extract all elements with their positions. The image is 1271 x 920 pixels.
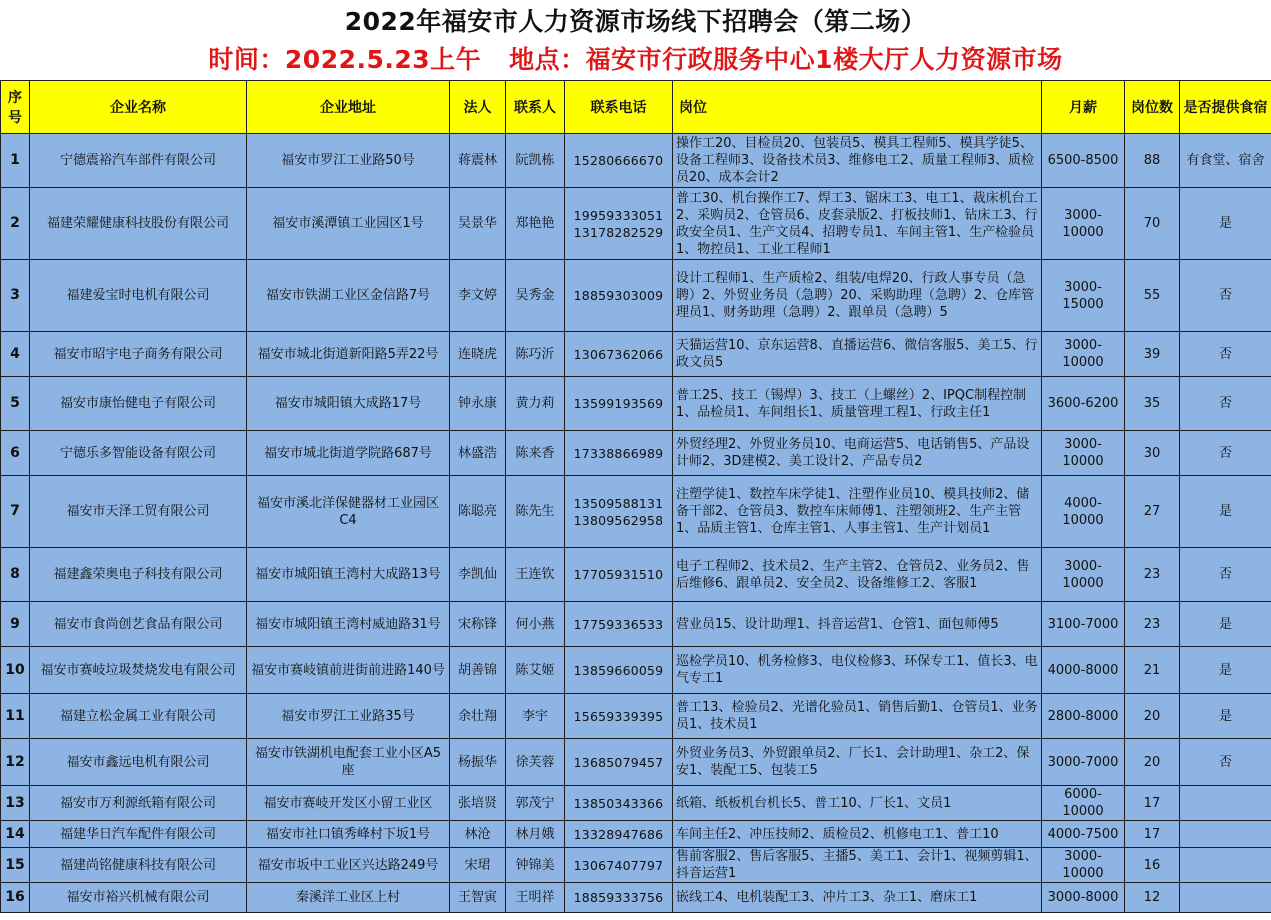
row-phone: 17705931510	[565, 548, 673, 602]
row-seq: 10	[1, 647, 30, 694]
row-count: 35	[1125, 377, 1180, 431]
row-count: 17	[1125, 821, 1180, 848]
row-company: 福安市万利源纸箱有限公司	[30, 786, 247, 821]
row-seq: 7	[1, 476, 30, 548]
row-positions: 车间主任2、冲压技师2、质检员2、机修电工1、普工10	[673, 821, 1042, 848]
header-company: 企业名称	[30, 81, 247, 134]
row-address: 福安市城阳镇王湾村威迪路31号	[247, 602, 450, 647]
row-contact: 钟锦美	[506, 848, 565, 883]
row-legal: 钟永康	[450, 377, 506, 431]
row-legal: 吴景华	[450, 188, 506, 260]
table-row	[1, 786, 1271, 821]
row-seq: 16	[1, 883, 30, 913]
row-phone: 13067407797	[565, 848, 673, 883]
row-board	[1180, 848, 1271, 883]
row-address: 福安市铁湖工业区金信路7号	[247, 260, 450, 332]
row-salary: 6500-8500	[1042, 134, 1125, 188]
row-contact: 李宇	[506, 694, 565, 739]
table-row	[1, 694, 1271, 739]
table-row	[1, 134, 1271, 188]
row-seq: 4	[1, 332, 30, 377]
row-positions: 普工13、检验员2、光谱化验员1、销售后勤1、仓管员1、业务员1、技术员1	[673, 694, 1042, 739]
row-contact: 陈先生	[506, 476, 565, 548]
row-board: 是	[1180, 647, 1271, 694]
row-board	[1180, 883, 1271, 913]
row-phone: 13509588131 13809562958	[565, 476, 673, 548]
header-count: 岗位数	[1125, 81, 1180, 134]
row-seq: 8	[1, 548, 30, 602]
table-row	[1, 188, 1271, 260]
row-phone: 13599193569	[565, 377, 673, 431]
row-contact: 吴秀金	[506, 260, 565, 332]
row-company: 福建爱宝时电机有限公司	[30, 260, 247, 332]
row-company: 福建华日汽车配件有限公司	[30, 821, 247, 848]
row-seq: 11	[1, 694, 30, 739]
row-count: 20	[1125, 694, 1180, 739]
row-contact: 郑艳艳	[506, 188, 565, 260]
row-salary: 3000-10000	[1042, 332, 1125, 377]
row-phone: 13859660059	[565, 647, 673, 694]
row-board	[1180, 786, 1271, 821]
row-contact: 林月娥	[506, 821, 565, 848]
row-salary: 3000-7000	[1042, 739, 1125, 786]
row-seq: 14	[1, 821, 30, 848]
row-legal: 林沧	[450, 821, 506, 848]
row-address: 福安市坂中工业区兴达路249号	[247, 848, 450, 883]
row-phone: 13328947686	[565, 821, 673, 848]
row-count: 30	[1125, 431, 1180, 476]
row-count: 17	[1125, 786, 1180, 821]
table-row	[1, 260, 1271, 332]
row-contact: 王明祥	[506, 883, 565, 913]
row-count: 55	[1125, 260, 1180, 332]
row-count: 70	[1125, 188, 1180, 260]
row-address: 福安市溪北洋保健器材工业园区C4	[247, 476, 450, 548]
row-board: 是	[1180, 694, 1271, 739]
row-phone: 15659339395	[565, 694, 673, 739]
row-contact: 黄力莉	[506, 377, 565, 431]
row-seq: 9	[1, 602, 30, 647]
row-board: 否	[1180, 260, 1271, 332]
row-contact: 陈艾姬	[506, 647, 565, 694]
row-contact: 陈巧沂	[506, 332, 565, 377]
row-address: 福安市城北街道学院路687号	[247, 431, 450, 476]
row-legal: 林盛浩	[450, 431, 506, 476]
row-company: 福建鑫荣奥电子科技有限公司	[30, 548, 247, 602]
page-title: 2022年福安市人力资源市场线下招聘会（第二场）	[344, 7, 927, 36]
row-legal: 杨振华	[450, 739, 506, 786]
table-row	[1, 739, 1271, 786]
row-board: 有食堂、宿舍	[1180, 134, 1271, 188]
row-company: 福安市昭宇电子商务有限公司	[30, 332, 247, 377]
row-legal: 王智寅	[450, 883, 506, 913]
row-salary: 4000-8000	[1042, 647, 1125, 694]
row-positions: 纸箱、纸板机台机长5、普工10、厂长1、文员1	[673, 786, 1042, 821]
table-row	[1, 332, 1271, 377]
row-seq: 15	[1, 848, 30, 883]
row-legal: 蒋震林	[450, 134, 506, 188]
table-header-row	[1, 81, 1271, 134]
row-salary: 6000-10000	[1042, 786, 1125, 821]
row-contact: 阮凯栋	[506, 134, 565, 188]
row-salary: 3000-8000	[1042, 883, 1125, 913]
row-legal: 陈聪亮	[450, 476, 506, 548]
row-positions: 天猫运营10、京东运营8、直播运营6、微信客服5、美工5、行政文员5	[673, 332, 1042, 377]
row-seq: 6	[1, 431, 30, 476]
row-positions: 嵌线工4、电机装配工3、冲片工3、杂工1、磨床工1	[673, 883, 1042, 913]
table-row	[1, 431, 1271, 476]
row-address: 福安市铁湖机电配套工业小区A5座	[247, 739, 450, 786]
row-positions: 外贸经理2、外贸业务员10、电商运营5、电话销售5、产品设计师2、3D建模2、美工设计2、产品专员2	[673, 431, 1042, 476]
row-company: 福建立松金属工业有限公司	[30, 694, 247, 739]
row-legal: 宋称锋	[450, 602, 506, 647]
event-time: 时间：2022.5.23上午	[208, 45, 482, 74]
row-board	[1180, 821, 1271, 848]
row-salary: 3000-10000	[1042, 431, 1125, 476]
row-positions: 巡检学员10、机务检修3、电仪检修3、环保专工1、值长3、电气专工1	[673, 647, 1042, 694]
table-row	[1, 548, 1271, 602]
row-board: 否	[1180, 548, 1271, 602]
row-count: 23	[1125, 548, 1180, 602]
header-legal: 法人	[450, 81, 506, 134]
row-board: 否	[1180, 332, 1271, 377]
row-company: 宁德震裕汽车部件有限公司	[30, 134, 247, 188]
row-contact: 何小燕	[506, 602, 565, 647]
table-row	[1, 377, 1271, 431]
table-row	[1, 476, 1271, 548]
row-phone: 18859333756	[565, 883, 673, 913]
row-legal: 宋珺	[450, 848, 506, 883]
row-board: 否	[1180, 431, 1271, 476]
row-contact: 郭茂宁	[506, 786, 565, 821]
row-count: 20	[1125, 739, 1180, 786]
event-place: 地点：福安市行政服务中心1楼大厅人力资源市场	[509, 45, 1063, 74]
row-count: 21	[1125, 647, 1180, 694]
row-legal: 李文婷	[450, 260, 506, 332]
row-contact: 徐芙蓉	[506, 739, 565, 786]
row-salary: 3100-7000	[1042, 602, 1125, 647]
table-row	[1, 647, 1271, 694]
row-legal: 李凯仙	[450, 548, 506, 602]
table-row	[1, 883, 1271, 913]
row-contact: 王连钦	[506, 548, 565, 602]
row-address: 福安市溪潭镇工业园区1号	[247, 188, 450, 260]
row-salary: 3000-10000	[1042, 188, 1125, 260]
row-company: 福建荣耀健康科技股份有限公司	[30, 188, 247, 260]
table-row	[1, 848, 1271, 883]
row-salary: 2800-8000	[1042, 694, 1125, 739]
row-positions: 注塑学徒1、数控车床学徒1、注塑作业员10、模具技师2、储备干部2、仓管员3、数控车床师傅1、注塑领班2、生产主管1、品质主管1、仓库主管1、人事主管1、生产计划员1	[673, 476, 1042, 548]
row-count: 39	[1125, 332, 1180, 377]
row-salary: 4000-7500	[1042, 821, 1125, 848]
header-salary: 月薪	[1042, 81, 1125, 134]
header-seq: 序号	[1, 81, 30, 134]
row-seq: 3	[1, 260, 30, 332]
row-seq: 1	[1, 134, 30, 188]
table-row	[1, 602, 1271, 647]
row-positions: 外贸业务员3、外贸跟单员2、厂长1、会计助理1、杂工2、保安1、装配工5、包装工5	[673, 739, 1042, 786]
row-company: 宁德乐多智能设备有限公司	[30, 431, 247, 476]
row-salary: 3000-15000	[1042, 260, 1125, 332]
row-phone: 19959333051 13178282529	[565, 188, 673, 260]
row-salary: 4000-10000	[1042, 476, 1125, 548]
row-legal: 胡善锦	[450, 647, 506, 694]
row-seq: 5	[1, 377, 30, 431]
row-board: 否	[1180, 377, 1271, 431]
row-company: 福安市赛岐垃圾焚烧发电有限公司	[30, 647, 247, 694]
row-address: 秦溪洋工业区上村	[247, 883, 450, 913]
header-contact: 联系人	[506, 81, 565, 134]
row-seq: 2	[1, 188, 30, 260]
row-count: 27	[1125, 476, 1180, 548]
row-phone: 13685079457	[565, 739, 673, 786]
row-count: 88	[1125, 134, 1180, 188]
row-address: 福安市赛岐开发区小留工业区	[247, 786, 450, 821]
row-positions: 售前客服2、售后客服5、主播5、美工1、会计1、视频剪辑1、抖音运营1	[673, 848, 1042, 883]
row-company: 福建尚铭健康科技有限公司	[30, 848, 247, 883]
row-company: 福安市鑫远电机有限公司	[30, 739, 247, 786]
row-salary: 3000-10000	[1042, 548, 1125, 602]
row-address: 福安市城阳镇王湾村大成路13号	[247, 548, 450, 602]
row-positions: 普工30、机台操作工7、焊工3、锯床工3、电工1、裁床机台工2、采购员2、仓管员6、皮套录版2、打板技师1、钻床工3、行政安全员1、生产文员4、招聘专员1、车间主管1、生产检验员1、物控员1、工业工程师1	[673, 188, 1042, 260]
row-phone: 17759336533	[565, 602, 673, 647]
row-legal: 余壮翔	[450, 694, 506, 739]
table-row	[1, 821, 1271, 848]
row-positions: 操作工20、目检员20、包装员5、模具工程师5、模具学徒5、设备工程师3、设备技术员3、维修电工2、质量工程师3、质检员20、成本会计2	[673, 134, 1042, 188]
row-board: 是	[1180, 188, 1271, 260]
row-phone: 18859303009	[565, 260, 673, 332]
page-subtitle	[0, 42, 1271, 80]
row-board: 是	[1180, 476, 1271, 548]
row-legal: 张培贤	[450, 786, 506, 821]
row-company: 福安市裕兴机械有限公司	[30, 883, 247, 913]
row-positions: 电子工程师2、技术员2、生产主管2、仓管员2、业务员2、售后维修6、跟单员2、安全员2、设备维修工2、客服1	[673, 548, 1042, 602]
row-positions: 营业员15、设计助理1、抖音运营1、仓管1、面包师傅5	[673, 602, 1042, 647]
row-contact: 陈来香	[506, 431, 565, 476]
row-positions: 普工25、技工（锡焊）3、技工（上螺丝）2、IPQC制程控制1、品检员1、车间组长1、质量管理工程1、行政主任1	[673, 377, 1042, 431]
row-salary: 3600-6200	[1042, 377, 1125, 431]
header-board: 是否提供食宿	[1180, 81, 1271, 134]
row-count: 12	[1125, 883, 1180, 913]
row-address: 福安市赛岐镇前进街前进路140号	[247, 647, 450, 694]
row-count: 23	[1125, 602, 1180, 647]
row-phone: 17338866989	[565, 431, 673, 476]
row-seq: 13	[1, 786, 30, 821]
row-positions: 设计工程师1、生产质检2、组装/电焊20、行政人事专员（急聘）2、外贸业务员（急聘）20、采购助理（急聘）2、仓库管理员1、财务助理（急聘）2、跟单员（急聘）5	[673, 260, 1042, 332]
header-address: 企业地址	[247, 81, 450, 134]
row-address: 福安市罗江工业路50号	[247, 134, 450, 188]
header-phone: 联系电话	[565, 81, 673, 134]
row-board: 是	[1180, 602, 1271, 647]
row-board: 否	[1180, 739, 1271, 786]
row-count: 16	[1125, 848, 1180, 883]
row-phone: 13067362066	[565, 332, 673, 377]
header-positions: 岗位	[673, 81, 1042, 134]
row-phone: 13850343366	[565, 786, 673, 821]
recruitment-table	[0, 80, 1271, 913]
table-body	[1, 134, 1271, 913]
row-salary: 3000-10000	[1042, 848, 1125, 883]
row-legal: 连晓虎	[450, 332, 506, 377]
row-company: 福安市天泽工贸有限公司	[30, 476, 247, 548]
row-address: 福安市罗江工业路35号	[247, 694, 450, 739]
row-phone: 15280666670	[565, 134, 673, 188]
row-company: 福安市康怡健电子有限公司	[30, 377, 247, 431]
row-seq: 12	[1, 739, 30, 786]
row-company: 福安市食尚创艺食品有限公司	[30, 602, 247, 647]
row-address: 福安市城北街道新阳路5弄22号	[247, 332, 450, 377]
row-address: 福安市社口镇秀峰村下坂1号	[247, 821, 450, 848]
row-address: 福安市城阳镇大成路17号	[247, 377, 450, 431]
